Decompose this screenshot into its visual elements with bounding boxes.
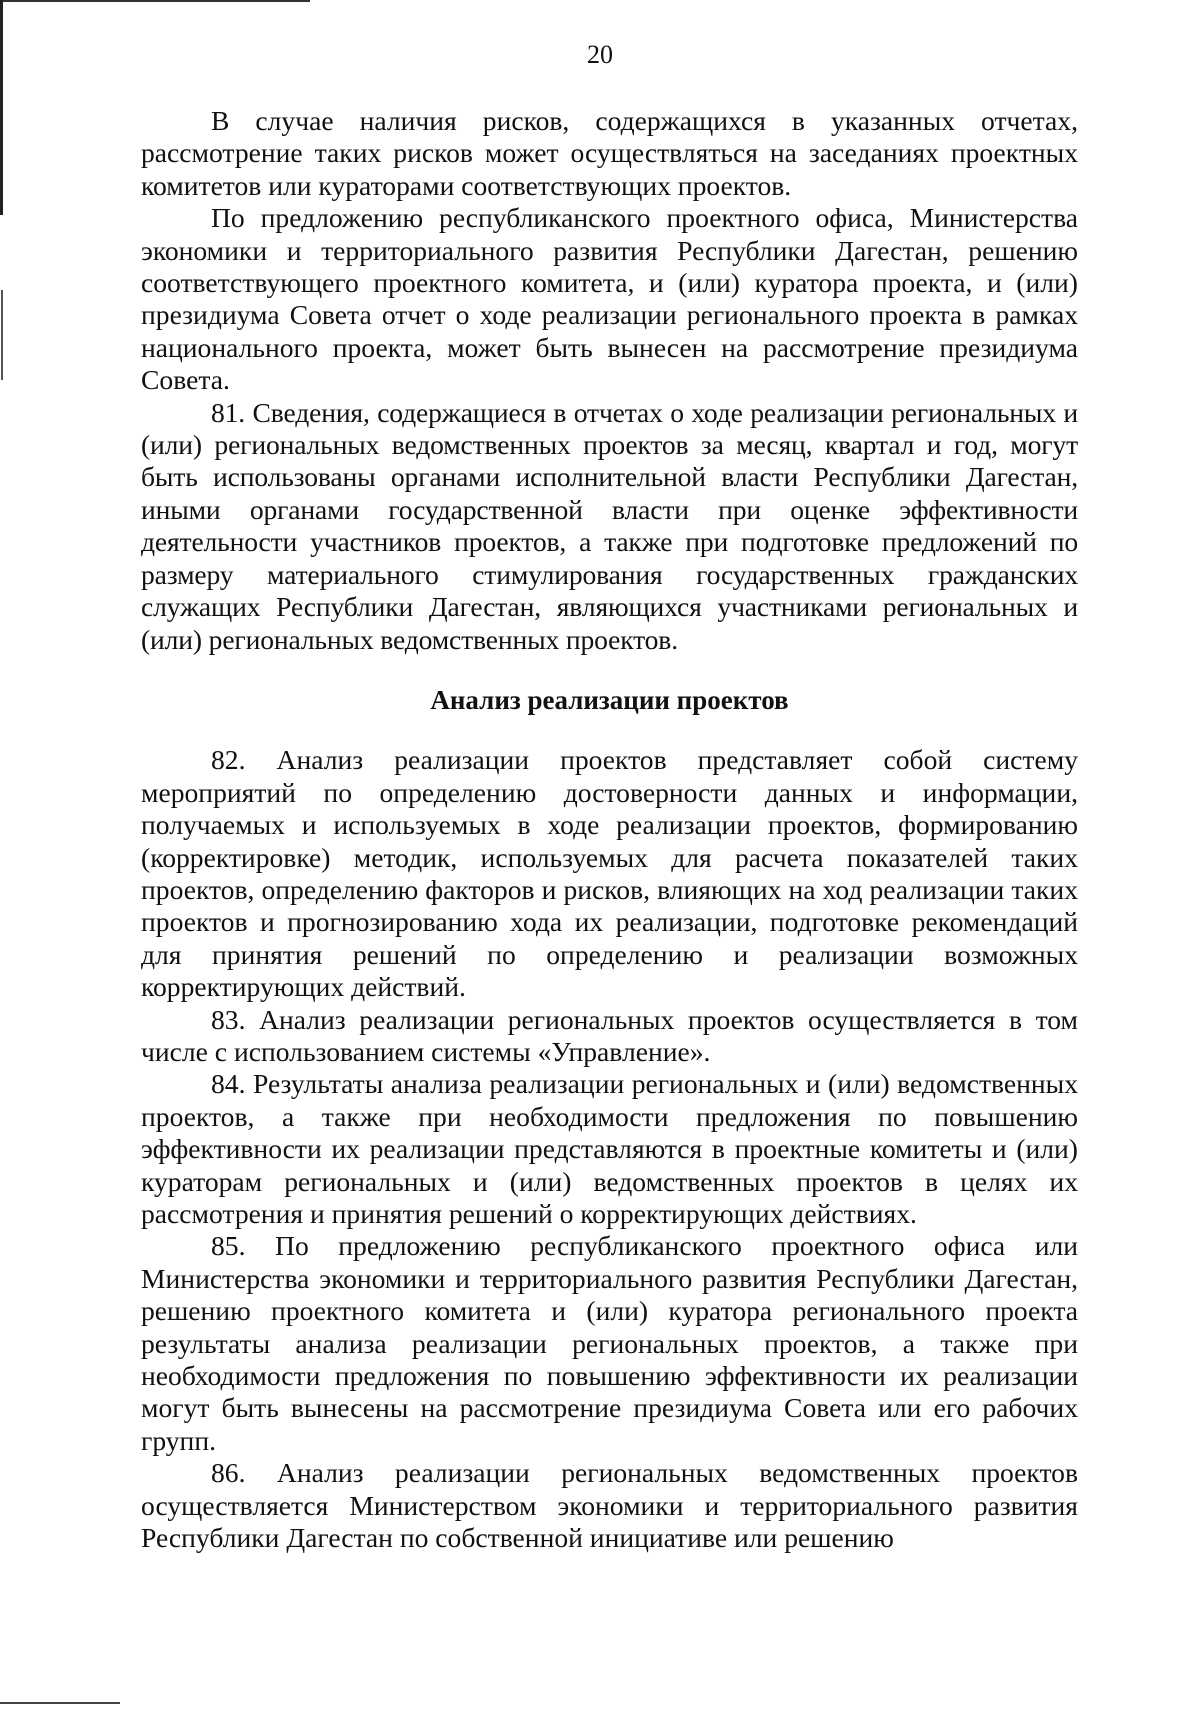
paragraph-82: 82. Анализ реализации проектов представляет собой систему мероприятий по определению достоверности данных и информации, получаемых и используемых в ходе реализации проектов, формированию (корректировке) методик, используемых для расчета показателей таких проектов, определению факторов и рисков, влияющих на ход реализации таких проектов и прогнозированию хода их реализации, подготовке рекомендаций для принятия решений по определению и реализации возможных корректирующих действий.: [141, 744, 1078, 1003]
scan-edge-bottom: [0, 1702, 120, 1704]
paragraph-83: 83. Анализ реализации региональных проектов осуществляется в том числе с использованием системы «Управление».: [141, 1003, 1078, 1067]
paragraph-84: 84. Результаты анализа реализации региональных и (или) ведомственных проектов, а также при необходимости предложения по повышению эффективности их реализации представляются в проектные комитеты и (или) кураторам региональных и (или) ведомственных проектов в целях их рассмотрения и принятия решений о корректирующих действиях.: [141, 1068, 1078, 1229]
document-body: [141, 105, 1078, 1554]
paragraph-86: 86. Анализ реализации региональных ведомственных проектов осуществляется Министерством экономики и территориального развития Республики Дагестан по собственной инициативе или решению: [141, 1457, 1078, 1554]
section-heading: Анализ реализации проектов: [430, 684, 789, 715]
scan-edge-left-lower: [1, 290, 3, 380]
paragraph-81: 81. Сведения, содержащиеся в отчетах о ходе реализации региональных и (или) региональных ведомственных проектов за месяц, квартал и год, могут быть использованы органами исполнительной власти Республики Дагестан, иными органами государственной власти при оценке эффективности деятельности участников проектов, а также при подготовке предложений по размеру материального стимулирования государственных гражданских служащих Республики Дагестан, являющихся участниками региональных и (или) региональных ведомственных проектов.: [141, 396, 1078, 655]
paragraph-risks: В случае наличия рисков, содержащихся в указанных отчетах, рассмотрение таких рисков может осуществляться на заседаниях проектных комитетов или кураторами соответствующих проектов.: [141, 105, 1078, 201]
scan-edge-top: [0, 0, 310, 2]
paragraph-project-office-proposal: По предложению республиканского проектного офиса, Министерства экономики и территориального развития Республики Дагестан, решению соответствующего проектного комитета, и (или) куратора проекта, и (или) президиума Совета отчет о ходе реализации регионального проекта в рамках национального проекта, может быть вынесен на рассмотрение президиума Совета.: [141, 202, 1078, 396]
page-number: 20: [587, 40, 613, 69]
paragraph-85: 85. По предложению республиканского проектного офиса или Министерства экономики и территориального развития Республики Дагестан, решению проектного комитета и (или) куратора регионального проекта результаты анализа реализации региональных проектов, а также при необходимости предложения по повышению эффективности их реализации могут быть вынесены на рассмотрение президиума Совета или его рабочих групп.: [141, 1230, 1078, 1456]
scan-edge-left: [0, 0, 3, 215]
